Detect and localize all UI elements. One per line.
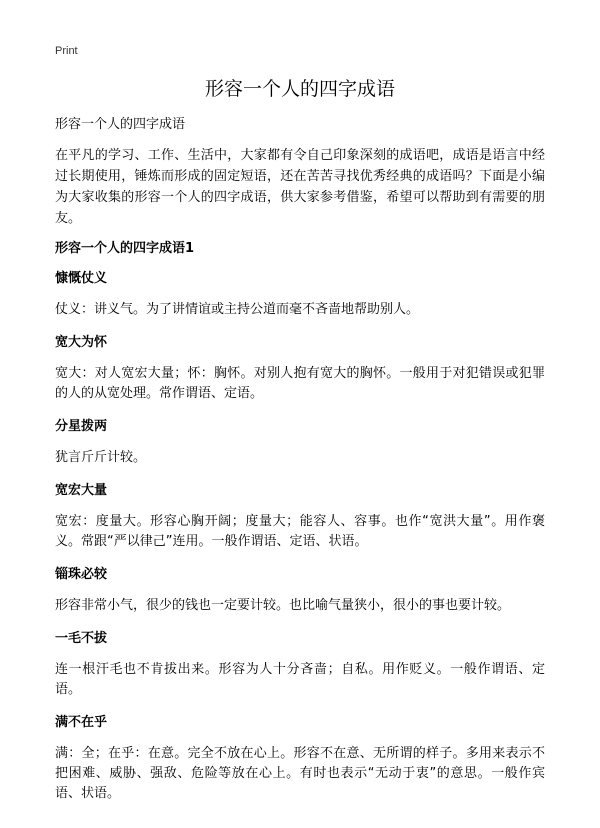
- idiom-description: 仗义：讲义气。为了讲情谊或主持公道而毫不吝啬地帮助别人。: [55, 302, 420, 317]
- page-title: 形容一个人的四字成语: [204, 78, 395, 100]
- document-subtitle: 形容一个人的四字成语: [55, 117, 186, 132]
- idiom-title: 锱珠必较: [55, 567, 108, 582]
- idiom-description: 连一根汗毛也不肯拔出来。形容为人十分吝啬；自私。用作贬义。一般作谓语、定语。: [55, 662, 545, 697]
- idiom-list: [55, 270, 545, 804]
- idiom-title: 满不在乎: [55, 715, 108, 730]
- idiom-item: [55, 714, 545, 804]
- idiom-description: 宽宏：度量大。形容心胸开阔；度量大；能容人、容事。也作“宽洪大量”。用作褒义。常跟“严以律己”连用。一般作谓语、定语、状语。: [55, 514, 545, 549]
- section-heading: 形容一个人的四字成语1: [55, 241, 195, 256]
- idiom-description: 满：全；在乎：在意。完全不放在心上。形容不在意、无所谓的样子。多用来表示不把困难、威胁、强敌、危险等放在心上。有时也表示“无动于衷”的意思。一般作宾语、状语。: [55, 746, 545, 801]
- idiom-item: [55, 630, 545, 700]
- idiom-item: [55, 270, 545, 320]
- print-label: Print: [55, 45, 78, 57]
- idiom-title: 宽大为怀: [55, 335, 108, 350]
- idiom-title: 一毛不拔: [55, 631, 108, 646]
- idiom-item: [55, 482, 545, 552]
- idiom-description: 宽大：对人宽宏大量；怀：胸怀。对别人抱有宽大的胸怀。一般用于对犯错误或犯罪的人的从宽处理。常作谓语、定语。: [55, 366, 545, 401]
- idiom-item: [55, 418, 545, 468]
- idiom-title: 分星拨两: [55, 419, 108, 434]
- idiom-title: 宽宏大量: [55, 483, 108, 498]
- idiom-description: 形容非常小气，很少的钱也一定要计较。也比喻气量狭小，很小的事也要计较。: [55, 598, 511, 613]
- idiom-title: 慷慨仗义: [55, 271, 108, 286]
- idiom-description: 犹言斤斤计较。: [55, 450, 147, 465]
- intro-paragraph: 在平凡的学习、工作、生活中，大家都有令自己印象深刻的成语吧，成语是语言中经过长期使用，锤炼而形成的固定短语，还在苦苦寻找优秀经典的成语吗？下面是小编为大家收集的形容一个人的四字成语，供大家参考借鉴，希望可以帮助到有需要的朋友。: [55, 148, 545, 226]
- idiom-item: [55, 334, 545, 404]
- idiom-item: [55, 566, 545, 616]
